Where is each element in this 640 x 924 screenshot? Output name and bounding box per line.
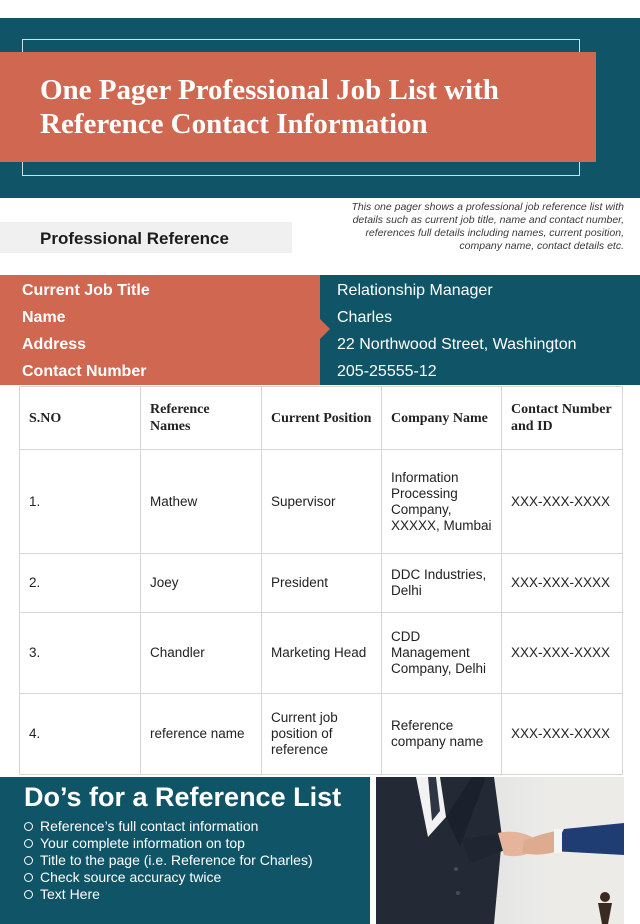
table-row	[20, 450, 623, 554]
info-labels	[22, 279, 150, 387]
cell-position: Supervisor	[262, 450, 382, 554]
info-label-name: Name	[22, 309, 66, 326]
cell-sno: 3.	[20, 613, 141, 694]
cell-position: President	[262, 554, 382, 613]
cell-contact: XXX-XXX-XXXX	[502, 554, 623, 613]
circle-bullet-icon	[24, 856, 33, 865]
circle-bullet-icon	[24, 873, 33, 882]
list-item	[24, 886, 313, 903]
info-value-contact: 205-25555-12	[337, 363, 437, 380]
column-header-contact: Contact Number and ID	[502, 387, 623, 450]
cell-reference-name: Mathew	[141, 450, 262, 554]
column-header-reference-names: Reference Names	[141, 387, 262, 450]
info-values	[337, 279, 577, 387]
cell-contact: XXX-XXX-XXXX	[502, 613, 623, 694]
table-header-row	[20, 387, 623, 450]
list-item-text: Reference’s full contact information	[40, 818, 259, 834]
list-item	[24, 869, 313, 886]
circle-bullet-icon	[24, 839, 33, 848]
list-item-text: Text Here	[40, 886, 100, 902]
cell-position: Current job position of reference	[262, 694, 382, 775]
cell-contact: XXX-XXX-XXXX	[502, 450, 623, 554]
circle-bullet-icon	[24, 822, 33, 831]
info-value-job-title: Relationship Manager	[337, 282, 493, 299]
info-label-address: Address	[22, 336, 87, 353]
page-description: This one pager shows a professional job reference list with details such as current job title, name and contact number, references full details including names, current position, company name, contact details etc.	[351, 201, 624, 252]
circle-bullet-icon	[24, 890, 33, 899]
cell-sno: 2.	[20, 554, 141, 613]
handshake-photo	[376, 777, 624, 924]
table-row	[20, 694, 623, 775]
dos-list	[24, 818, 313, 903]
info-label-job-title: Current Job Title	[22, 282, 150, 299]
list-item	[24, 818, 313, 835]
cell-sno: 1.	[20, 450, 141, 554]
column-header-current-position: Current Position	[262, 387, 382, 450]
cell-company: DDC Industries, Delhi	[382, 554, 502, 613]
list-item	[24, 835, 313, 852]
list-item-text: Check source accuracy twice	[40, 869, 222, 885]
cell-reference-name: Chandler	[141, 613, 262, 694]
cell-company: Information Processing Company, XXXXX, Mumbai	[382, 450, 502, 554]
table-row	[20, 613, 623, 694]
info-label-contact: Contact Number	[22, 363, 147, 380]
cell-contact: XXX-XXX-XXXX	[502, 694, 623, 775]
cell-position: Marketing Head	[262, 613, 382, 694]
cell-company: CDD Management Company, Delhi	[382, 613, 502, 694]
cell-reference-name: reference name	[141, 694, 262, 775]
info-value-name: Charles	[337, 309, 393, 326]
page-title: One Pager Professional Job List with Reference Contact Information	[40, 74, 499, 140]
dos-title: Do’s for a Reference List	[24, 782, 342, 812]
cell-sno: 4.	[20, 694, 141, 775]
info-value-address: 22 Northwood Street, Washington	[337, 336, 577, 353]
list-item-text: Title to the page (i.e. Reference for Charles)	[40, 852, 313, 868]
column-header-sno: S.NO	[20, 387, 141, 450]
list-item	[24, 852, 313, 869]
info-pointer-arrow	[320, 319, 330, 339]
cell-company: Reference company name	[382, 694, 502, 775]
column-header-company-name: Company Name	[382, 387, 502, 450]
section-label: Professional Reference	[0, 222, 292, 253]
reference-table	[19, 386, 623, 775]
handshake-illustration	[376, 777, 624, 924]
list-item-text: Your complete information on top	[40, 835, 245, 851]
table-row	[20, 554, 623, 613]
cell-reference-name: Joey	[141, 554, 262, 613]
